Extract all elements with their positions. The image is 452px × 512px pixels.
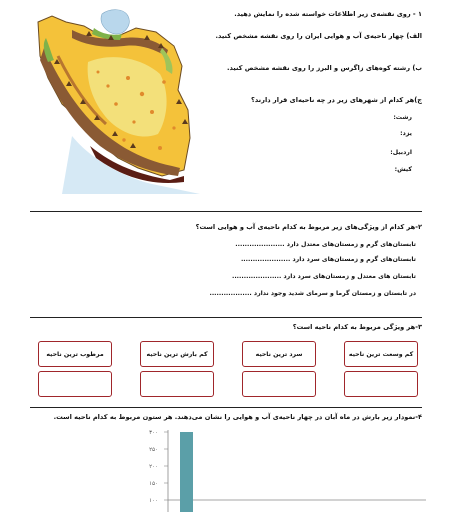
q1-part-c: ج)هر کدام از شهرهای زیر در چه ناحیه‌ای قرار دارند؟ [251, 96, 422, 104]
q3-label-text: مرطوب ترین ناحیه [46, 350, 104, 358]
q3-title: ۳-هر ویژگی مربوط به کدام ناحیه است؟ [292, 323, 422, 331]
q3-label-box [38, 341, 112, 367]
q2-item: تابستان های معتدل و زمستان‌های سرد دارد ..................... [231, 273, 416, 280]
q2-item: در تابستان و زمستان گرما و سرمای شدید وجود ندارد .................. [209, 290, 416, 297]
q3-label-box [344, 341, 418, 367]
q3-answer-box[interactable] [242, 371, 316, 397]
q2-item: تابستان‌های گرم و زمستان‌های معتدل دارد ..................... [235, 241, 416, 248]
q3-label-text: کم وسعت ترین ناحیه [348, 350, 414, 358]
section-divider [30, 407, 422, 408]
q3-label-text: کم بارش ترین ناحیه [146, 350, 208, 358]
q3-label-text: سرد ترین ناحیه [255, 350, 303, 358]
y-tick-label: ۲۵۰ [149, 447, 158, 453]
q3-label-box [140, 341, 214, 367]
iran-map-image [32, 8, 200, 194]
q1-part-a: الف) چهار ناحیه‌ی آب و هوایی ایران را روی نقشه مشخص کنید. [215, 32, 422, 40]
y-tick-label: ۱۰۰ [149, 498, 158, 504]
q1-part-b: ب) رشته کوه‌های زاگرس و البرز را روی نقشه مشخص کنید. [226, 64, 422, 72]
q2-item: تابستان‌های گرم و زمستان‌های سرد دارد ..................... [240, 256, 416, 263]
q4-title: ۴-نمودار زیر بارش در ماه آبان در چهار ناحیه‌ی آب و هوایی را نشان می‌دهند. هر ستون مربوط به کدام ناحیه است. [53, 413, 422, 421]
rainfall-chart [130, 424, 430, 512]
q1-title: ۱ - روی نقشه‌ی زیر اطلاعات خواسته شده را نمایش دهید. [234, 10, 422, 18]
y-tick-label: ۳۰۰ [149, 430, 158, 436]
q3-answer-box[interactable] [344, 371, 418, 397]
city-ardabil-label: اردبیل: [390, 149, 412, 156]
section-divider [30, 317, 422, 318]
iran-climate-map [32, 8, 200, 194]
city-rasht-label: رشت: [393, 114, 412, 121]
y-tick-label: ۱۵۰ [149, 481, 158, 487]
chart-bar [180, 432, 193, 512]
y-tick-label: ۲۰۰ [149, 464, 158, 470]
q3-label-box [242, 341, 316, 367]
section-divider [30, 211, 422, 212]
q3-answer-box[interactable] [140, 371, 214, 397]
q3-answer-box[interactable] [38, 371, 112, 397]
q2-title: ۲-هر کدام از ویژگی‌های زیر مربوط به کدام ناحیه‌ی آب و هوایی است؟ [195, 223, 422, 231]
city-kish-label: کیش: [394, 166, 412, 173]
city-yazd-label: یزد: [400, 130, 412, 137]
